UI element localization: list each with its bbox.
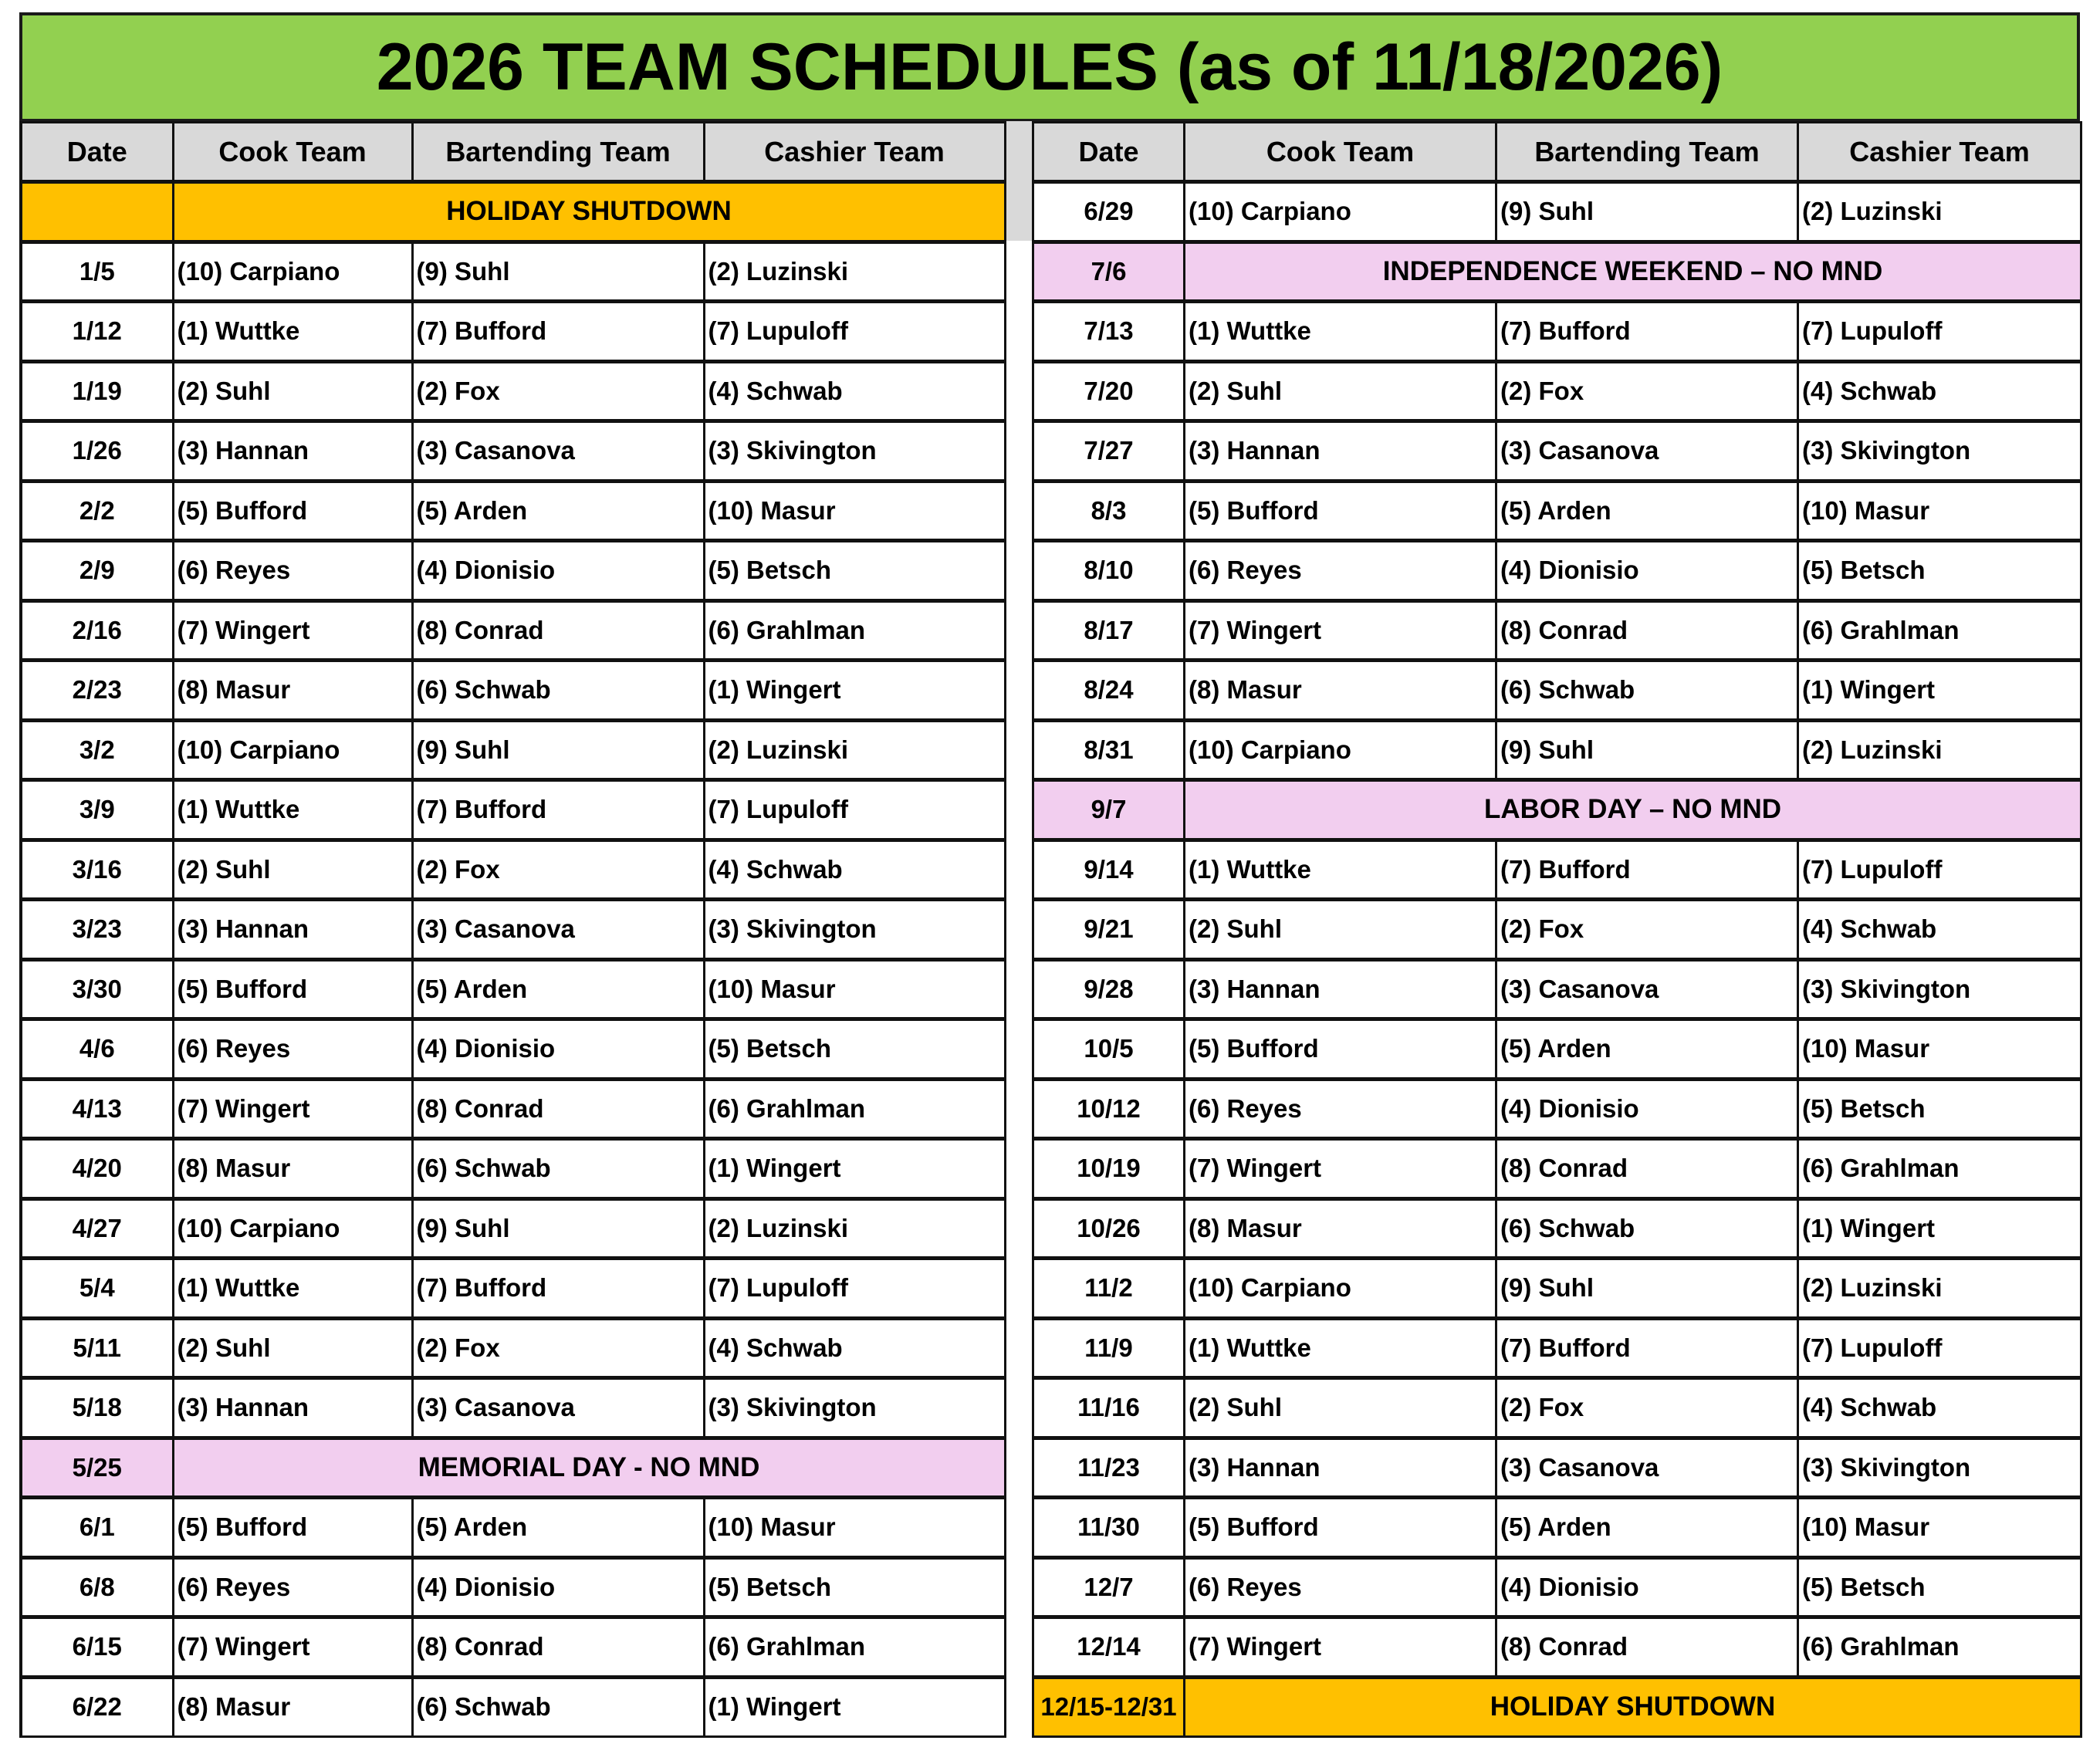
date-cell: 11/16 [1033,1378,1185,1438]
table-row [21,1557,1005,1617]
date-cell: 1/12 [21,302,173,362]
date-cell: 1/19 [21,361,173,421]
holiday-shutdown-row [21,182,1005,242]
cook-team-cell: (1) Wuttke [173,302,412,362]
cashier-team-cell: (4) Schwab [1798,900,2081,960]
date-cell: 2/23 [21,661,173,721]
date-cell: 8/31 [1033,720,1185,780]
bartending-team-cell: (6) Schwab [1496,661,1798,721]
cashier-team-cell: (7) Lupuloff [704,780,1005,840]
cook-team-cell: (10) Carpiano [173,242,412,302]
table-row [1033,600,2081,661]
date-cell: 4/27 [21,1198,173,1259]
table-row [21,361,1005,421]
table-row [1033,661,2081,721]
bartending-team-cell: (5) Arden [1496,1019,1798,1080]
bartending-team-cell: (9) Suhl [412,1198,704,1259]
cook-team-cell: (7) Wingert [173,1079,412,1139]
table-row [21,242,1005,302]
cook-team-cell: (8) Masur [173,1139,412,1199]
cook-team-cell: (10) Carpiano [1185,1259,1496,1319]
table-row [1033,1378,2081,1438]
bartending-team-cell: (2) Fox [412,1318,704,1378]
closure-banner: HOLIDAY SHUTDOWN [1185,1677,2081,1737]
cashier-team-cell: (6) Grahlman [704,1079,1005,1139]
cook-team-cell: (10) Carpiano [173,1198,412,1259]
bartending-team-cell: (3) Casanova [1496,959,1798,1019]
table-row [1033,1318,2081,1378]
bartending-team-cell: (5) Arden [412,959,704,1019]
closure-banner: HOLIDAY SHUTDOWN [173,182,1005,242]
cook-team-cell: (10) Carpiano [1185,720,1496,780]
holiday-shutdown-row [1033,1677,2081,1737]
cook-team-cell: (7) Wingert [173,600,412,661]
table-row [1033,1498,2081,1558]
cashier-team-cell: (7) Lupuloff [1798,840,2081,900]
cook-team-cell: (1) Wuttke [173,1259,412,1319]
cook-team-cell: (8) Masur [1185,1198,1496,1259]
table-row [21,600,1005,661]
bartending-team-cell: (5) Arden [1496,1498,1798,1558]
header-cook-team: Cook Team [1185,123,1496,182]
date-cell: 10/19 [1033,1139,1185,1199]
cashier-team-cell: (1) Wingert [1798,1198,2081,1259]
table-row [21,1498,1005,1558]
bartending-team-cell: (2) Fox [1496,900,1798,960]
bartending-team-cell: (4) Dionisio [1496,541,1798,601]
table-row [21,541,1005,601]
table-row [21,1378,1005,1438]
header-row [21,123,1005,182]
bartending-team-cell: (5) Arden [412,481,704,541]
header-cook-team: Cook Team [173,123,412,182]
bartending-team-cell: (9) Suhl [1496,182,1798,242]
table-row [1033,1438,2081,1498]
cook-team-cell: (6) Reyes [173,1019,412,1080]
table-row [21,1079,1005,1139]
table-row [21,1677,1005,1737]
cook-team-cell: (5) Bufford [173,1498,412,1558]
date-cell: 6/15 [21,1617,173,1678]
date-cell: 4/13 [21,1079,173,1139]
bartending-team-cell: (6) Schwab [412,1139,704,1199]
cook-team-cell: (10) Carpiano [1185,182,1496,242]
cook-team-cell: (1) Wuttke [1185,840,1496,900]
cashier-team-cell: (7) Lupuloff [1798,302,2081,362]
cashier-team-cell: (5) Betsch [704,1019,1005,1080]
header-date: Date [21,123,173,182]
date-cell: 12/14 [1033,1617,1185,1678]
bartending-team-cell: (4) Dionisio [412,541,704,601]
bartending-team-cell: (7) Bufford [1496,1318,1798,1378]
bartending-team-cell: (7) Bufford [1496,302,1798,362]
cook-team-cell: (3) Hannan [173,1378,412,1438]
date-cell: 11/9 [1033,1318,1185,1378]
cashier-team-cell: (2) Luzinski [704,242,1005,302]
header-bartending-team: Bartending Team [1496,123,1798,182]
table-row [21,720,1005,780]
bartending-team-cell: (6) Schwab [1496,1198,1798,1259]
cook-team-cell: (1) Wuttke [1185,302,1496,362]
date-cell: 1/5 [21,242,173,302]
date-cell: 12/15-12/31 [1033,1677,1185,1737]
date-cell: 2/16 [21,600,173,661]
date-cell: 11/30 [1033,1498,1185,1558]
bartending-team-cell: (3) Casanova [1496,1438,1798,1498]
cashier-team-cell: (5) Betsch [704,541,1005,601]
cashier-team-cell: (1) Wingert [704,661,1005,721]
header-date: Date [1033,123,1185,182]
date-cell: 5/18 [21,1378,173,1438]
table-row [21,1019,1005,1080]
date-cell: 3/23 [21,900,173,960]
cook-team-cell: (5) Bufford [173,481,412,541]
bartending-team-cell: (4) Dionisio [1496,1557,1798,1617]
bartending-team-cell: (8) Conrad [1496,600,1798,661]
cashier-team-cell: (1) Wingert [704,1139,1005,1199]
cashier-team-cell: (10) Masur [704,481,1005,541]
bartending-team-cell: (2) Fox [412,840,704,900]
cook-team-cell: (2) Suhl [1185,1378,1496,1438]
cook-team-cell: (7) Wingert [1185,600,1496,661]
table-row [21,1139,1005,1199]
date-cell: 4/20 [21,1139,173,1199]
bartending-team-cell: (2) Fox [412,361,704,421]
page-title: 2026 TEAM SCHEDULES (as of 11/18/2026) [19,12,2080,121]
date-cell: 9/28 [1033,959,1185,1019]
cashier-team-cell: (5) Betsch [1798,1079,2081,1139]
bartending-team-cell: (7) Bufford [412,1259,704,1319]
date-cell: 9/14 [1033,840,1185,900]
cook-team-cell: (3) Hannan [1185,959,1496,1019]
cashier-team-cell: (7) Lupuloff [1798,1318,2081,1378]
table-row [21,840,1005,900]
cook-team-cell: (8) Masur [1185,661,1496,721]
table-gap [1003,121,1032,241]
bartending-team-cell: (9) Suhl [1496,720,1798,780]
cashier-team-cell: (5) Betsch [1798,541,2081,601]
cashier-team-cell: (7) Lupuloff [704,302,1005,362]
cashier-team-cell: (10) Masur [1798,1019,2081,1080]
bartending-team-cell: (8) Conrad [412,1617,704,1678]
table-row [1033,361,2081,421]
cook-team-cell: (3) Hannan [1185,421,1496,482]
cashier-team-cell: (5) Betsch [704,1557,1005,1617]
table-row [1033,900,2081,960]
cook-team-cell: (5) Bufford [1185,1498,1496,1558]
date-cell: 12/7 [1033,1557,1185,1617]
cook-team-cell: (1) Wuttke [1185,1318,1496,1378]
cashier-team-cell: (2) Luzinski [1798,720,2081,780]
date-cell: 11/23 [1033,1438,1185,1498]
cook-team-cell: (6) Reyes [1185,1079,1496,1139]
table-row [1033,720,2081,780]
table-row [1033,421,2081,482]
cashier-team-cell: (6) Grahlman [704,600,1005,661]
date-cell: 6/29 [1033,182,1185,242]
header-cashier-team: Cashier Team [704,123,1005,182]
cook-team-cell: (2) Suhl [173,840,412,900]
table-row [1033,302,2081,362]
bartending-team-cell: (7) Bufford [412,302,704,362]
cashier-team-cell: (4) Schwab [704,361,1005,421]
date-cell: 9/7 [1033,780,1185,840]
bartending-team-cell: (3) Casanova [1496,421,1798,482]
cashier-team-cell: (2) Luzinski [1798,182,2081,242]
table-row [1033,1617,2081,1678]
cashier-team-cell: (6) Grahlman [704,1617,1005,1678]
table-row [21,900,1005,960]
table-row [1033,1079,2081,1139]
bartending-team-cell: (6) Schwab [412,1677,704,1737]
cook-team-cell: (8) Masur [173,1677,412,1737]
cashier-team-cell: (1) Wingert [1798,661,2081,721]
date-cell: 10/26 [1033,1198,1185,1259]
date-cell: 3/2 [21,720,173,780]
cook-team-cell: (7) Wingert [1185,1139,1496,1199]
cook-team-cell: (5) Bufford [173,959,412,1019]
cook-team-cell: (6) Reyes [1185,541,1496,601]
cashier-team-cell: (6) Grahlman [1798,1617,2081,1678]
table-row [1033,1019,2081,1080]
cashier-team-cell: (4) Schwab [1798,1378,2081,1438]
bartending-team-cell: (3) Casanova [412,900,704,960]
cashier-team-cell: (3) Skivington [704,421,1005,482]
date-cell: 8/24 [1033,661,1185,721]
table-row [1033,1557,2081,1617]
bartending-team-cell: (2) Fox [1496,1378,1798,1438]
bartending-team-cell: (8) Conrad [412,1079,704,1139]
header-cashier-team: Cashier Team [1798,123,2081,182]
date-cell: 2/2 [21,481,173,541]
date-cell: 5/25 [21,1438,173,1498]
schedule-table-left [19,121,1006,1738]
cashier-team-cell: (1) Wingert [704,1677,1005,1737]
table-row [1033,1259,2081,1319]
table-row [1033,840,2081,900]
table-row [21,1259,1005,1319]
table-row [1033,1198,2081,1259]
bartending-team-cell: (4) Dionisio [412,1557,704,1617]
closure-banner: LABOR DAY – NO MND [1185,780,2081,840]
date-cell: 3/16 [21,840,173,900]
date-cell [21,182,173,242]
cashier-team-cell: (4) Schwab [1798,361,2081,421]
cook-team-cell: (2) Suhl [173,361,412,421]
date-cell: 5/4 [21,1259,173,1319]
holiday-row [1033,780,2081,840]
cashier-team-cell: (2) Luzinski [1798,1259,2081,1319]
date-cell: 9/21 [1033,900,1185,960]
bartending-team-cell: (7) Bufford [1496,840,1798,900]
cook-team-cell: (3) Hannan [1185,1438,1496,1498]
date-cell: 2/9 [21,541,173,601]
bartending-team-cell: (9) Suhl [1496,1259,1798,1319]
bartending-team-cell: (6) Schwab [412,661,704,721]
date-cell: 6/22 [21,1677,173,1737]
bartending-team-cell: (4) Dionisio [412,1019,704,1080]
table-row [1033,1139,2081,1199]
cook-team-cell: (3) Hannan [173,421,412,482]
cashier-team-cell: (4) Schwab [704,1318,1005,1378]
cashier-team-cell: (3) Skivington [1798,421,2081,482]
table-row [21,1198,1005,1259]
table-row [21,421,1005,482]
cook-team-cell: (2) Suhl [1185,361,1496,421]
cashier-team-cell: (2) Luzinski [704,1198,1005,1259]
header-row [1033,123,2081,182]
bartending-team-cell: (9) Suhl [412,242,704,302]
cook-team-cell: (6) Reyes [1185,1557,1496,1617]
bartending-team-cell: (8) Conrad [1496,1139,1798,1199]
bartending-team-cell: (8) Conrad [412,600,704,661]
cashier-team-cell: (4) Schwab [704,840,1005,900]
cook-team-cell: (2) Suhl [1185,900,1496,960]
cashier-team-cell: (10) Masur [1798,1498,2081,1558]
closure-banner: MEMORIAL DAY - NO MND [173,1438,1005,1498]
cook-team-cell: (5) Bufford [1185,481,1496,541]
cook-team-cell: (3) Hannan [173,900,412,960]
table-row [21,661,1005,721]
date-cell: 7/27 [1033,421,1185,482]
cashier-team-cell: (2) Luzinski [704,720,1005,780]
date-cell: 6/8 [21,1557,173,1617]
cashier-team-cell: (3) Skivington [1798,1438,2081,1498]
date-cell: 11/2 [1033,1259,1185,1319]
table-row [21,1318,1005,1378]
table-row [1033,959,2081,1019]
closure-banner: INDEPENDENCE WEEKEND – NO MND [1185,242,2081,302]
date-cell: 1/26 [21,421,173,482]
date-cell: 8/10 [1033,541,1185,601]
table-row [1033,541,2081,601]
cook-team-cell: (5) Bufford [1185,1019,1496,1080]
cook-team-cell: (1) Wuttke [173,780,412,840]
bartending-team-cell: (3) Casanova [412,1378,704,1438]
date-cell: 8/3 [1033,481,1185,541]
date-cell: 3/30 [21,959,173,1019]
cook-team-cell: (8) Masur [173,661,412,721]
date-cell: 7/6 [1033,242,1185,302]
table-row [21,780,1005,840]
cashier-team-cell: (6) Grahlman [1798,1139,2081,1199]
table-row [21,481,1005,541]
bartending-team-cell: (5) Arden [412,1498,704,1558]
header-bartending-team: Bartending Team [412,123,704,182]
cashier-team-cell: (3) Skivington [704,1378,1005,1438]
table-row [1033,481,2081,541]
cashier-team-cell: (3) Skivington [704,900,1005,960]
date-cell: 4/6 [21,1019,173,1080]
cook-team-cell: (10) Carpiano [173,720,412,780]
table-row [21,302,1005,362]
date-cell: 8/17 [1033,600,1185,661]
cashier-team-cell: (10) Masur [1798,481,2081,541]
cook-team-cell: (6) Reyes [173,541,412,601]
holiday-row [21,1438,1005,1498]
bartending-team-cell: (9) Suhl [412,720,704,780]
table-row [1033,182,2081,242]
bartending-team-cell: (7) Bufford [412,780,704,840]
bartending-team-cell: (4) Dionisio [1496,1079,1798,1139]
bartending-team-cell: (8) Conrad [1496,1617,1798,1678]
date-cell: 10/12 [1033,1079,1185,1139]
cook-team-cell: (6) Reyes [173,1557,412,1617]
cashier-team-cell: (7) Lupuloff [704,1259,1005,1319]
date-cell: 6/1 [21,1498,173,1558]
date-cell: 7/13 [1033,302,1185,362]
bartending-team-cell: (3) Casanova [412,421,704,482]
table-row [21,959,1005,1019]
schedule-table-right [1032,121,2082,1738]
cashier-team-cell: (10) Masur [704,1498,1005,1558]
cashier-team-cell: (10) Masur [704,959,1005,1019]
cashier-team-cell: (6) Grahlman [1798,600,2081,661]
cook-team-cell: (2) Suhl [173,1318,412,1378]
bartending-team-cell: (2) Fox [1496,361,1798,421]
cook-team-cell: (7) Wingert [1185,1617,1496,1678]
date-cell: 3/9 [21,780,173,840]
cashier-team-cell: (5) Betsch [1798,1557,2081,1617]
bartending-team-cell: (5) Arden [1496,481,1798,541]
date-cell: 5/11 [21,1318,173,1378]
date-cell: 10/5 [1033,1019,1185,1080]
table-row [21,1617,1005,1678]
cook-team-cell: (7) Wingert [173,1617,412,1678]
cashier-team-cell: (3) Skivington [1798,959,2081,1019]
date-cell: 7/20 [1033,361,1185,421]
holiday-row [1033,242,2081,302]
